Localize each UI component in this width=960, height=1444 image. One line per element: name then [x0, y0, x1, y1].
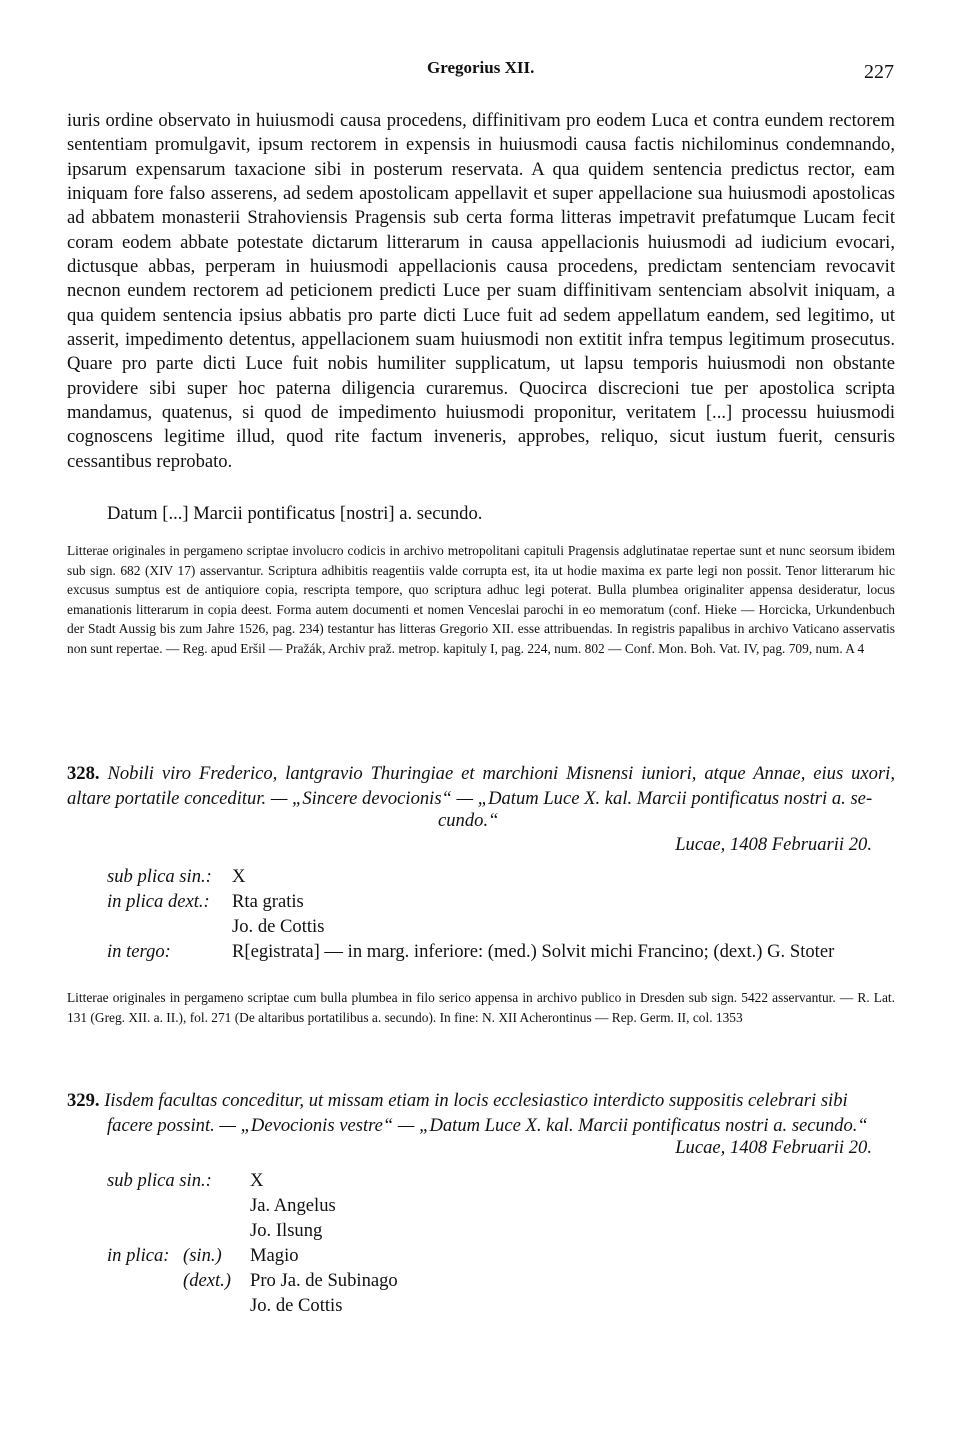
page-number: 227	[864, 61, 894, 83]
document-328-number: 328.	[67, 763, 100, 784]
stamp-label: sub plica sin.:	[107, 1170, 212, 1191]
document-body-text: iuris ordine observato in huiusmodi causa procedens, diffinitivam pro eodem Luca et contra eundem rectorem sententiam promulgavit, ipsum rectorem in expensis in huiusmodi causa factis nichilominus condemnando, ipsarum expensarum taxacione sibi in posterum reservata. A qua quidem sentencia predictus rector, eam iniquam fore falso asserens, ad sedem apostolicam appellavit et super appellacione sua huiusmodi apostolicas ad abbatem monasterii Strahoviensis Pragensis sub certa forma litteras impetravit prefatumque Lucam fecit coram eodem abbate potestate dictarum litterarum in causa appellacionis huiusmodi ad iudicium evocari, dictusque abbas, perperam in huiusmodi appellacionis causa procedens, predictam sentenciam revocavit necnon eundem rectorem ad peticionem predicti Luce per suam diffinitivam sentenciam absolvit iniquam, a qua quidem sentencia ipsius abbatis pro parte dicti Luce fuit ad sedem appellatum eandem, sed legitimo, ut asserit, impedimento detentus, appellacionem suam huiusmodi non extitit infra tempus legitimum prosecutus. Quare pro parte dicti Luce fuit nobis humiliter supplicatum, ut lapsu temporis huiusmodi non obstante providere sibi super hoc paterna diligencia curaremus. Quocirca discrecioni tue per apostolica scripta mandamus, quatenus, si quod de impedimento huiusmodi proponitur, veritatem [...] processu huiusmodi cognoscens legitime illud, quod rite factum inveneris, approbes, reliquo, sicut iustum fuerit, censuris cessantibus reprobato.	[67, 110, 895, 472]
document-329-date: Lucae, 1408 Februarii 20.	[675, 1137, 872, 1158]
running-title: Gregorius XII.	[427, 58, 535, 77]
stamp-value: Magio	[250, 1245, 299, 1266]
stamp-sublabel: (sin.)	[183, 1245, 222, 1266]
stamp-value: Jo. Ilsung	[250, 1220, 323, 1241]
document-328-title: Nobili viro Frederico, lantgravio Thuringiae et marchioni Misnensi iuniori, atque Annae, eius uxori, altare portatile conceditur. — „Sincere devocionis“ — „Datum Luce X. kal. Marcii pontificatus nostri a. se-	[67, 763, 895, 809]
stamp-value: X	[250, 1170, 264, 1191]
document-328-title-end: cundo.“	[438, 810, 499, 831]
stamp-value: Jo. de Cottis	[250, 1295, 343, 1316]
stamp-label: in plica:	[107, 1245, 170, 1266]
stamp-label: in tergo:	[107, 941, 171, 962]
stamp-value: X	[232, 866, 246, 887]
stamp-label: in plica dext.:	[107, 891, 210, 912]
document-329-heading	[67, 1088, 895, 1138]
stamp-value: Jo. de Cottis	[232, 916, 325, 937]
editorial-note-328: Litterae originales in pergameno scriptae cum bulla plumbea in filo serico appensa in archivo publico in Dresden sub sign. 5422 asservantur. — R. Lat. 131 (Greg. XII. a. II.), fol. 271 (De altaribus portatilibus a. secundo). In fine: N. XII Acherontinus — Rep. Germ. II, col. 1353	[67, 990, 895, 1025]
stamp-value: Pro Ja. de Subinago	[250, 1270, 398, 1291]
stamp-value: R[egistrata] — in marg. inferiore: (med.) Solvit michi Francino; (dext.) G. Stoter	[232, 941, 835, 962]
stamp-value: Ja. Angelus	[250, 1195, 336, 1216]
document-328-date: Lucae, 1408 Februarii 20.	[675, 834, 872, 855]
stamp-value: Rta gratis	[232, 891, 304, 912]
stamp-sublabel: (dext.)	[183, 1270, 232, 1291]
document-329-title: Iisdem facultas conceditur, ut missam etiam in locis ecclesiastico interdicto suppositis celebrari sibi facere possint. — „Devocionis vestre“ — „Datum Luce X. kal. Marcii pontificatus nostri a. secundo.“	[104, 1090, 868, 1136]
document-329-number: 329.	[67, 1090, 100, 1111]
editorial-note-327: Litterae originales in pergameno scriptae involucro codicis in archivo metropolitani capituli Pragensis adglutinatae repertae sunt et nunc seorsum ibidem sub sign. 682 (XIV 17) asservantur. Scriptura adhibitis reagentiis valde corrupta est, ita ut hodie maxima ex parte legi non possit. Tenor litterarum hic excusus sumptus est de antiquiore copia, rescripta tempore, quo scriptura adhuc legi poterat. Bulla plumbea originaliter appensa desideratur, locus emanationis litterarum in copia deest. Forma autem documenti et nomen Venceslai parochi in eo memoratum (conf. Hieke — Horcicka, Urkundenbuch der Stadt Aussig bis zum Jahre 1526, pag. 234) testantur has litteras Gregorio XII. esse attribuendas. In registris papalibus in archivo Vaticano asservatis non sunt repertae. — Reg. apud Eršil — Pražák, Archiv praž. metrop. kapituly I, pag. 224, num. 802 — Conf. Mon. Boh. Vat. IV, pag. 709, num. A 4	[67, 543, 895, 656]
page-header	[0, 58, 960, 84]
document-328-heading	[67, 761, 895, 811]
stamp-label: sub plica sin.:	[107, 866, 212, 887]
datum-line: Datum [...] Marcii pontificatus [nostri] a. secundo.	[107, 503, 483, 524]
